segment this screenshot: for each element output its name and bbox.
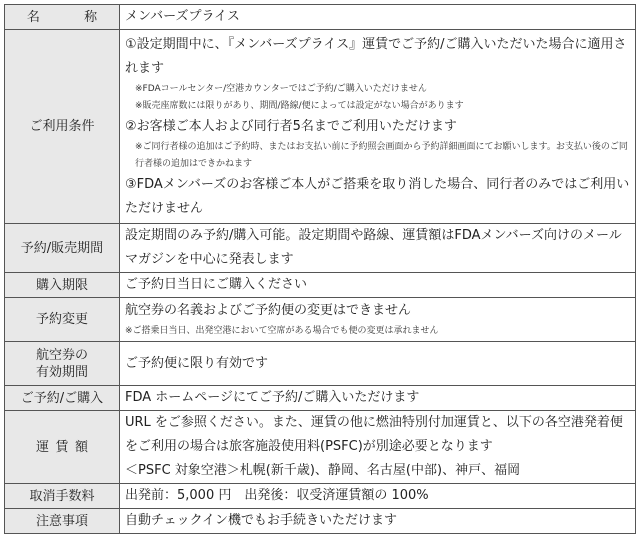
condition-3: ③FDAメンバーズのお客様ご本人がご搭乗を取り消した場合、同行者のみではご利用いただけません bbox=[125, 176, 630, 216]
label-fare: 運賃額 bbox=[5, 411, 120, 484]
label-purchase-deadline: 購入期限 bbox=[5, 273, 120, 298]
row-booking bbox=[5, 386, 636, 411]
value-booking: FDA ホームページにてご予約/ご購入いただけます bbox=[120, 386, 636, 411]
value-changes bbox=[120, 298, 636, 342]
condition-2-note-1: ※ご同行者様の追加はご予約時、またはお支払い前に予約照会画面から予約詳細画面にてお願いします。お支払い後のご同行者様の追加はできかねます bbox=[135, 141, 628, 169]
row-fare bbox=[5, 411, 636, 484]
row-name bbox=[5, 5, 636, 30]
row-changes bbox=[5, 298, 636, 342]
changes-note: ※ご搭乗日当日、出発空港において空席がある場合でも便の変更は承れません bbox=[125, 326, 439, 336]
value-fare bbox=[120, 411, 636, 484]
label-name: 名 称 bbox=[5, 5, 120, 30]
value-name: メンバーズプライス bbox=[120, 5, 636, 30]
label-validity bbox=[5, 342, 120, 386]
condition-1: ①設定期間中に、『メンバーズプライス』運賃でご予約/ご購入いただいた場合に適用されます bbox=[125, 36, 627, 76]
condition-2: ②お客様ご本人および同行者5名までご利用いただけます bbox=[125, 118, 457, 134]
label-notes: 注意事項 bbox=[5, 509, 120, 534]
value-sales-period: 設定期間のみ予約/購入可能。設定期間や路線、運賃額はFDAメンバーズ向けのメールマガジンを中心に発表します bbox=[120, 224, 636, 273]
label-conditions: ご利用条件 bbox=[5, 30, 120, 224]
fare-psfc-airports: ＜PSFC 対象空港＞札幌(新千歳)、静岡、名古屋(中部)、神戸、福岡 bbox=[125, 463, 521, 478]
condition-1-note-2: ※販売座席数には限りがあり、期間/路線/便によっては設定がない場合があります bbox=[135, 100, 464, 111]
label-validity-line2: 有効期間 bbox=[35, 364, 88, 380]
label-cancel-fee: 取消手数料 bbox=[5, 484, 120, 509]
label-booking: ご予約/ご購入 bbox=[5, 386, 120, 411]
value-validity: ご予約便に限り有効です bbox=[120, 342, 636, 386]
row-cancel-fee bbox=[5, 484, 636, 509]
row-sales-period bbox=[5, 224, 636, 273]
value-conditions bbox=[120, 30, 636, 224]
value-cancel-fee: 出発前：5,000 円 出発後：収受済運賃額の 100% bbox=[120, 484, 636, 509]
row-conditions bbox=[5, 30, 636, 224]
label-changes: 予約変更 bbox=[5, 298, 120, 342]
fare-text: URL をご参照ください。また、運賃の他に燃油特別付加運賃と、以下の各空港発着便をご利用の場合は旅客施設使用料(PSFC)が別途必要となります bbox=[125, 415, 623, 454]
row-validity bbox=[5, 342, 636, 386]
value-notes: 自動チェックイン機でもお手続きいただけます bbox=[120, 509, 636, 534]
value-purchase-deadline: ご予約日当日にご購入ください bbox=[120, 273, 636, 298]
label-sales-period: 予約/販売期間 bbox=[5, 224, 120, 273]
fare-conditions-table bbox=[4, 4, 636, 534]
row-purchase-deadline bbox=[5, 273, 636, 298]
changes-text: 航空券の名義およびご予約便の変更はできません bbox=[125, 303, 412, 318]
row-notes bbox=[5, 509, 636, 534]
label-validity-line1: 航空券の bbox=[35, 347, 88, 363]
condition-1-note-1: ※FDAコールセンター/空港カウンターではご予約/ご購入いただけません bbox=[135, 83, 427, 94]
